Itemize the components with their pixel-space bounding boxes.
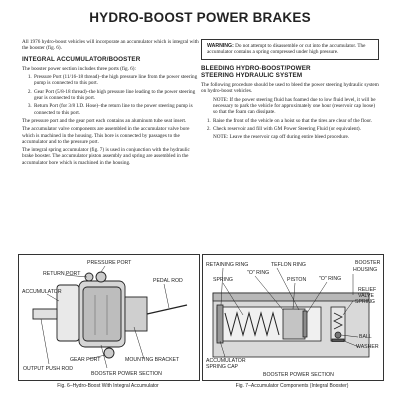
- pressure-port-fitting: [96, 272, 106, 282]
- pedal-rod-shape: [147, 305, 187, 314]
- warning-box: [201, 39, 379, 60]
- spring-accumulator-paragraph: The integral spring accumulator (fig. 7) is used in conjunction with the hydraulic brake booster. The accumulator piston assembly and spring are assembled in the accumulator bore which is machined in the housing.: [22, 147, 190, 166]
- figure-6-caption: Fig. 6–Hydro-Boost With Integral Accumulator: [57, 383, 159, 389]
- intro-paragraph: All 1976 hydro-boost vehicles will incorporate an accumulator which is integral with the booster (fig. 6).: [22, 39, 199, 52]
- section-heading-bleeding-2: STEERING HYDRAULIC SYSTEM: [201, 71, 303, 79]
- mounting-bracket-shape: [125, 297, 147, 331]
- figure-7-box: [202, 254, 384, 381]
- figure-7-diagram: [203, 255, 383, 380]
- output-push-rod-shape: [33, 309, 57, 319]
- section-heading-bleeding-1: BLEEDING HYDRO-BOOST/POWER: [201, 64, 311, 72]
- figure-6-box: [18, 254, 200, 381]
- label-mounting-bracket: MOUNTING BRACKET: [125, 357, 180, 363]
- valve-bore-paragraph: The accumulator valve components are assembled in the accumulator valve bore which is machined in the housing. This bore is connected by passages to the accumulator and to the pressure port.: [22, 126, 190, 145]
- washer-shape: [332, 339, 344, 342]
- bleed-steps-list: [201, 118, 379, 133]
- tube-seat-paragraph: The pressure port and the gear port each contains an aluminum tube seat insert.: [22, 117, 187, 124]
- right-column: [201, 39, 379, 143]
- label-piston: PISTON: [287, 277, 307, 283]
- label-return-port: RETURN PORT: [43, 271, 81, 277]
- label-valve: VALVE: [358, 293, 374, 299]
- left-column: [22, 39, 200, 168]
- section-heading-integral-accumulator: INTEGRAL ACCUMULATOR/BOOSTER: [22, 55, 141, 63]
- ports-list: [22, 74, 200, 116]
- label-ball: BALL: [359, 334, 372, 340]
- bleed-intro: The following procedure should be used to bleed the power steering hydraulic system on hydro-boost vehicles.: [201, 82, 379, 95]
- list-item-return-port: 3. Return Port (for 3/8 I.D. Hose)–the return line to the power steering pump is connected to this port.: [33, 103, 200, 116]
- label-o-ring-1: "O" RING: [247, 270, 270, 276]
- label-booster-power-section: BOOSTER POWER SECTION: [91, 371, 162, 377]
- label-booster: BOOSTER: [355, 260, 381, 266]
- label-accumulator: ACCUMULATOR: [22, 289, 62, 295]
- warning-text: Do not attempt to disassemble or cut into the accumulator. The accumulator contains a spring compressed under high pressure.: [207, 43, 366, 56]
- label-gear-port: GEAR PORT: [70, 357, 101, 363]
- reservoir-cap-note: NOTE: Leave the reservoir cap off during entire bleed procedure.: [213, 134, 350, 141]
- label-spring: SPRING: [213, 277, 233, 283]
- list-item-raise-vehicle: 1. Raise the front of the vehicle on a hoist so that the tires are clear of the floor.: [212, 118, 379, 124]
- ports-intro: The booster power section includes three ports (fig. 6):: [22, 65, 136, 72]
- label-relief: RELIEF: [358, 287, 377, 293]
- label-spring-2: SPRING: [355, 299, 375, 305]
- label-pressure-port: PRESSURE PORT: [87, 260, 132, 266]
- label-booster-power-section: BOOSTER POWER SECTION: [263, 372, 334, 378]
- list-item-gear-port: 2. Gear Port (5/8-18 thread)–the high pressure line leading to the power steering gear is connected to this port.: [33, 89, 200, 102]
- list-item-check-reservoir: 2. Check reservoir and fill with GM Power Steering Fluid (or equivalent).: [212, 126, 379, 132]
- label-spring-cap: SPRING CAP: [206, 364, 238, 370]
- label-pedal-rod: PEDAL ROD: [153, 278, 183, 284]
- gear-port-fitting: [104, 348, 114, 358]
- page-title: HYDRO-BOOST POWER BRAKES: [89, 10, 311, 25]
- label-housing: HOUSING: [353, 267, 378, 273]
- label-accumulator: ACCUMULATOR: [206, 358, 246, 364]
- list-item-pressure-port: 1. Pressure Port (11/16-18 thread)–the high pressure line from the power steering pump is connected to this port.: [33, 74, 200, 87]
- figure-6-diagram: [19, 255, 199, 380]
- piston-shape: [283, 309, 305, 339]
- label-washer: WASHER: [356, 344, 379, 350]
- figure-7-caption: Fig. 7–Accumulator Components (Integral Booster): [235, 383, 349, 389]
- foam-note: NOTE: If the power steering fluid has foamed due to low fluid level, it will be necessary to park the vehicle for approximately one hour (reservoir cap loose) so that the foam can dissipate.: [213, 96, 376, 116]
- warning-label: WARNING:: [207, 43, 234, 49]
- label-retaining-ring: RETAINING RING: [206, 262, 249, 268]
- ball-shape: [335, 332, 341, 338]
- label-teflon-ring: TEFLON RING: [271, 262, 306, 268]
- spring-cap-shape: [217, 305, 223, 343]
- label-output-push-rod: OUTPUT PUSH ROD: [23, 366, 74, 372]
- label-o-ring-2: "O" RING: [319, 276, 342, 282]
